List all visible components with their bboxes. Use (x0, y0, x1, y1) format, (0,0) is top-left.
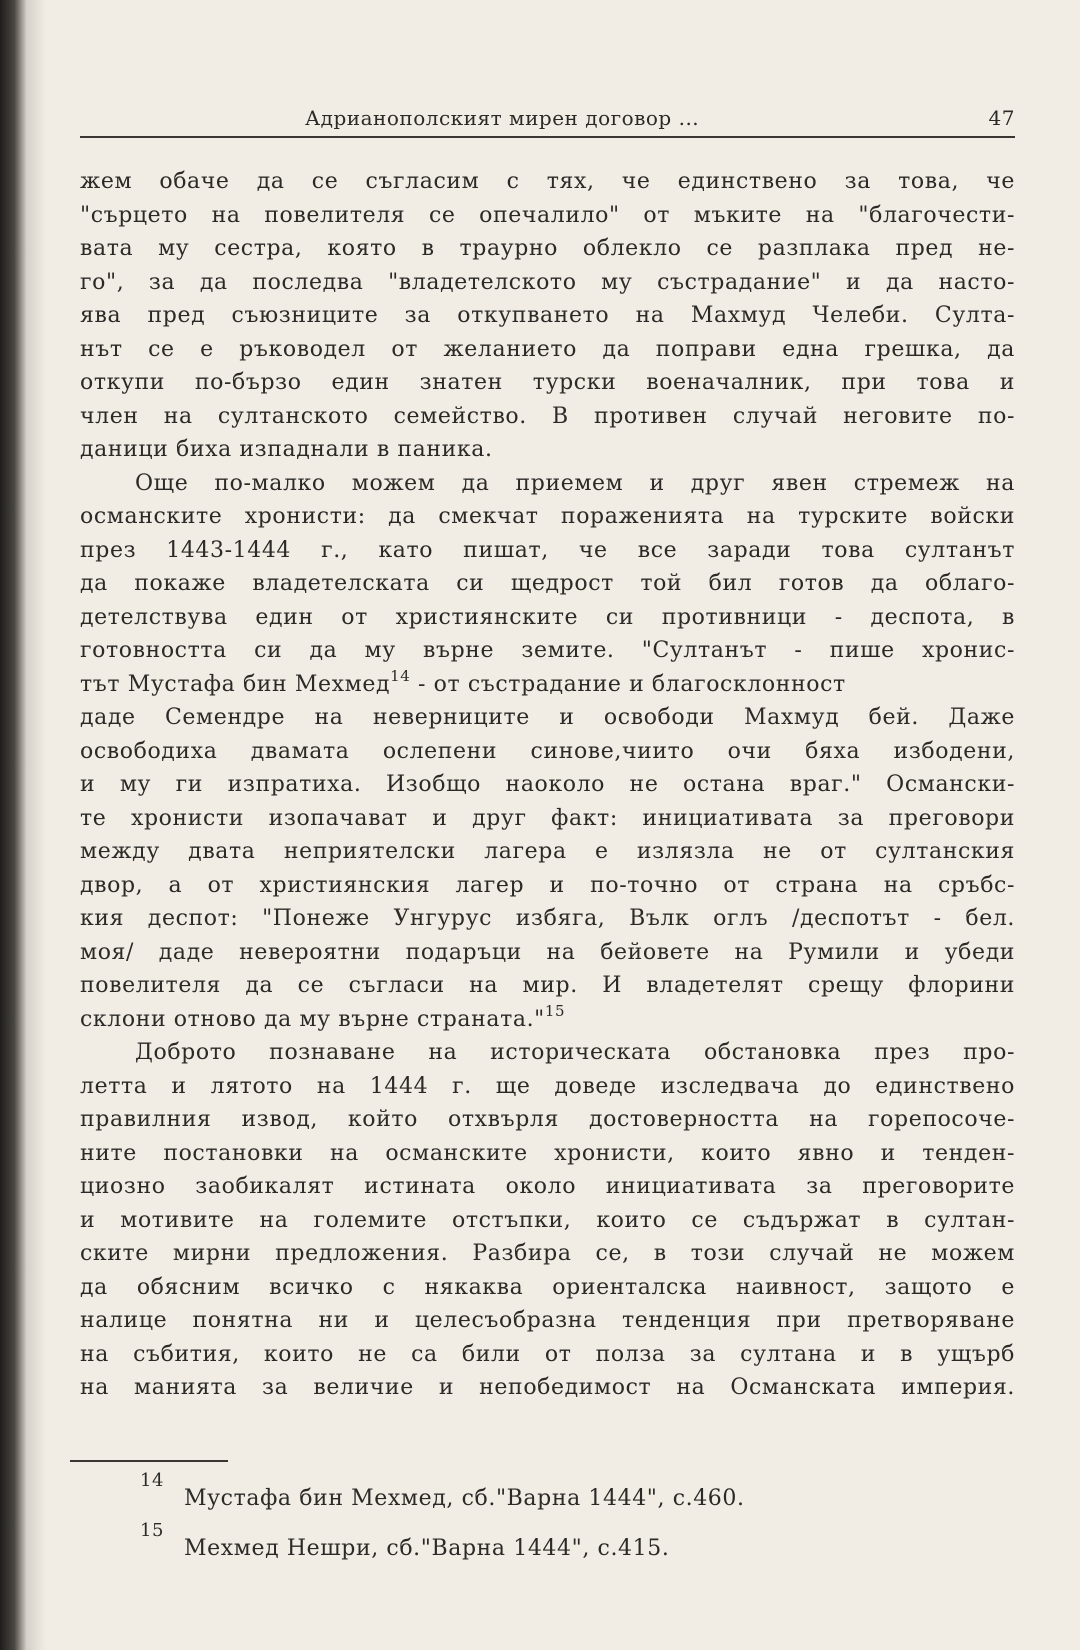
text-line: на събития, които не са били от полза за султана и в ущърб (80, 1341, 1015, 1367)
text-line: циозно заобикалят истината около инициативата за преговорите (80, 1174, 1015, 1199)
text-line: ските мирни предложения. Разбира се, в този случай не можем (80, 1241, 1015, 1266)
running-title: Адрианополският мирен договор ... (305, 106, 700, 130)
text-line: двор, а от християнския лагер и по-точно от страна на сръбс- (80, 872, 1015, 898)
footnote-14 (140, 1470, 1000, 1520)
text-line: да обясним всичко с някаква ориенталска наивност, защото е (80, 1274, 1015, 1300)
text-line: между двата неприятелски лагера е излязла не от султанския (80, 839, 1015, 864)
text-line: кия деспот: "Понеже Унгурус избяга, Вълк оглъ /деспотът - бел. (80, 906, 1015, 931)
text-line: нът се е ръководел от желанието да поправи една грешка, да (80, 336, 1015, 362)
text-line: откупи по-бързо един знатен турски военачалник, при това и (80, 370, 1015, 395)
footnote-divider (70, 1460, 228, 1462)
text-line: и мотивите на големите отстъпки, които се съдържат в султан- (80, 1207, 1015, 1233)
footnotes (140, 1470, 1000, 1570)
text-line: освободиха двамата ослепени синове,чиито очи бяха избодени, (80, 738, 1015, 764)
running-header (80, 100, 1015, 138)
text-line: да покаже владетелската си щедрост той бил готов да облаго- (80, 571, 1015, 596)
text-line: и му ги изпратиха. Изобщо наоколо не остана враг." Османски- (80, 772, 1015, 797)
footnote-ref-15[interactable]: 15 (544, 1001, 566, 1020)
page-number: 47 (988, 106, 1015, 130)
text-line: ява пред съюзниците за откупването на Махмуд Челеби. Султа- (80, 303, 1015, 328)
footnote-number: 15 (140, 1520, 165, 1541)
text-line: ните постановки на османските хронисти, които явно и тенден- (80, 1140, 1015, 1166)
text-line: те хронисти изопачават и друг факт: инициативата за преговори (80, 805, 1015, 831)
text-segment: - от състрадание и благосклонност (410, 671, 846, 697)
text-line: член на султанското семейство. В противен случай неговите по- (80, 403, 1015, 429)
text-line: даде Семендре на неверниците и освободи Махмуд бей. Даже (80, 705, 1015, 730)
text-line: на манията за величие и непобедимост на Османската империя. (80, 1375, 1015, 1400)
text-line-with-footnote (80, 668, 1015, 702)
text-line: жем обаче да се съгласим с тях, че единствено за това, че (80, 169, 1015, 194)
text-line: "сърцето на повелителя се опечалило" от мъките на "благочести- (80, 202, 1015, 228)
book-spine-shadow (0, 0, 26, 1650)
text-line: вата му сестра, която в траурно облекло се разплака пред не- (80, 236, 1015, 261)
text-line: летта и лятото на 1444 г. ще доведе изследвача до единствено (80, 1073, 1015, 1099)
text-line: готовността си да му върне земите. "Султанът - пише хронис- (80, 638, 1015, 663)
text-line: налице понятна ни и целесъобразна тенденция при претворяване (80, 1308, 1015, 1333)
text-line: през 1443-1444 г., като пишат, че все заради това султанът (80, 537, 1015, 563)
footnote-ref-14[interactable]: 14 (390, 666, 411, 685)
text-line: повелителя да се съгласи на мир. И владетелят срещу флорини (80, 973, 1015, 998)
text-line: го", за да последва "владетелското му състрадание" и да насто- (80, 269, 1015, 295)
page-gutter-shadow (26, 0, 46, 1650)
text-line: османските хронисти: да смекчат пораженията на турските войски (80, 504, 1015, 529)
text-line: моя/ даде невероятни подаръци на бейовете на Румили и убеди (80, 939, 1015, 965)
text-line-with-footnote (80, 1003, 1015, 1037)
text-segment: склони отново да му върне страната." (80, 1006, 545, 1032)
footnote-15 (140, 1520, 1000, 1570)
text-line: правилния извод, който отхвърля достоверността на горепосоче- (80, 1107, 1015, 1132)
text-line: детелствува един от християнските си противници - деспота, в (80, 604, 1015, 630)
paragraph-start-line: Още по-малко можем да приемем и друг явен стремеж на (135, 470, 1015, 496)
footnote-text: Мустафа бин Мехмед, сб."Варна 1444", с.460. (184, 1486, 745, 1511)
text-line: даници биха изпаднали в паника. (80, 437, 493, 462)
paragraph-start-line: Доброто познаване на историческата обстановка през про- (135, 1040, 1015, 1065)
text-segment: тът Мустафа бин Мехмед (80, 671, 391, 697)
footnote-number: 14 (140, 1470, 165, 1491)
footnote-text: Мехмед Нешри, сб."Варна 1444", с.415. (184, 1536, 670, 1561)
main-text (80, 165, 1015, 1405)
